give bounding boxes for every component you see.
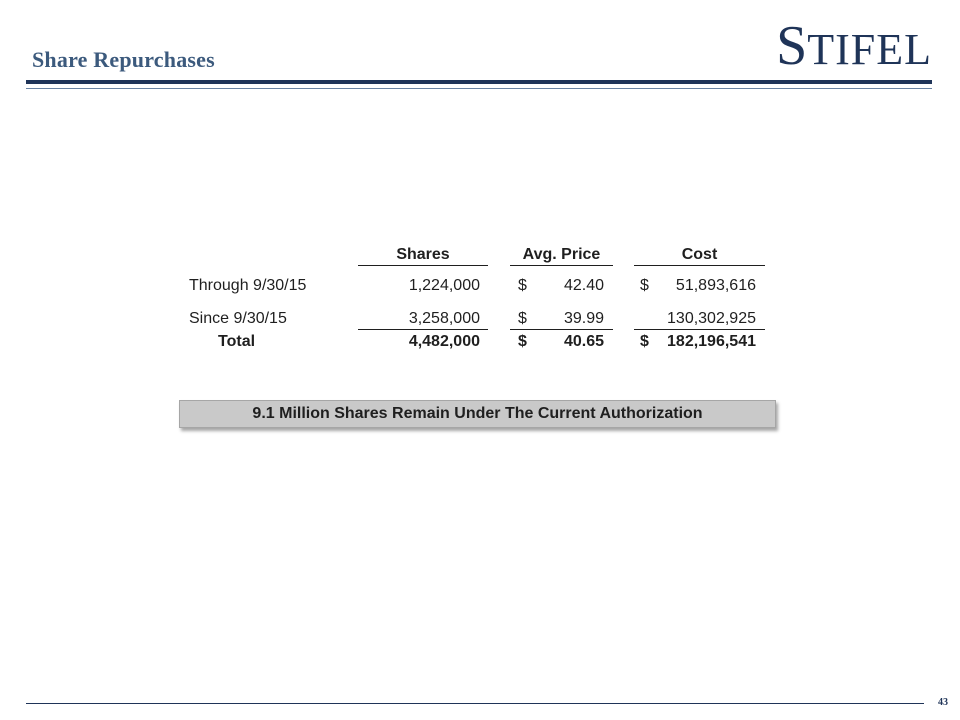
page-title: Share Repurchases (32, 47, 215, 72)
column-header-avg-price: Avg. Price (522, 246, 601, 263)
column-header-underline (358, 265, 488, 266)
row-shares-value: 1,224,000 (408, 277, 480, 294)
subtotal-underline (358, 329, 488, 330)
column-header-shares: Shares (396, 246, 450, 263)
column-header-underline (634, 265, 765, 266)
row-cost-value: 130,302,925 (667, 310, 756, 327)
column-header-cost: Cost (681, 246, 718, 263)
column-header-underline (510, 265, 613, 266)
row-price-currency: $ (518, 310, 527, 327)
authorization-callout: 9.1 Million Shares Remain Under The Current Authorization (179, 400, 776, 428)
logo-rest: TIFEL (807, 25, 932, 74)
page-number: 43 (938, 697, 948, 708)
row-label: Through 9/30/15 (189, 277, 307, 294)
logo-initial: S (776, 15, 808, 77)
row-cost-currency: $ (640, 277, 649, 294)
subtotal-underline (634, 329, 765, 330)
row-price-currency: $ (518, 277, 527, 294)
row-avg-price-value: 42.40 (563, 277, 604, 294)
subtotal-underline (510, 329, 613, 330)
row-avg-price-value: 39.99 (563, 310, 604, 327)
row-cost-value: 51,893,616 (675, 277, 756, 294)
footer-rule (26, 703, 924, 704)
total-shares-value: 4,482,000 (408, 333, 480, 350)
total-cost-value: 182,196,541 (667, 333, 756, 350)
row-shares-value: 3,258,000 (408, 310, 480, 327)
total-price-currency: $ (518, 333, 527, 350)
total-label: Total (218, 333, 256, 350)
total-cost-currency: $ (640, 333, 649, 350)
total-avg-price-value: 40.65 (563, 333, 604, 350)
row-label: Since 9/30/15 (189, 310, 287, 327)
